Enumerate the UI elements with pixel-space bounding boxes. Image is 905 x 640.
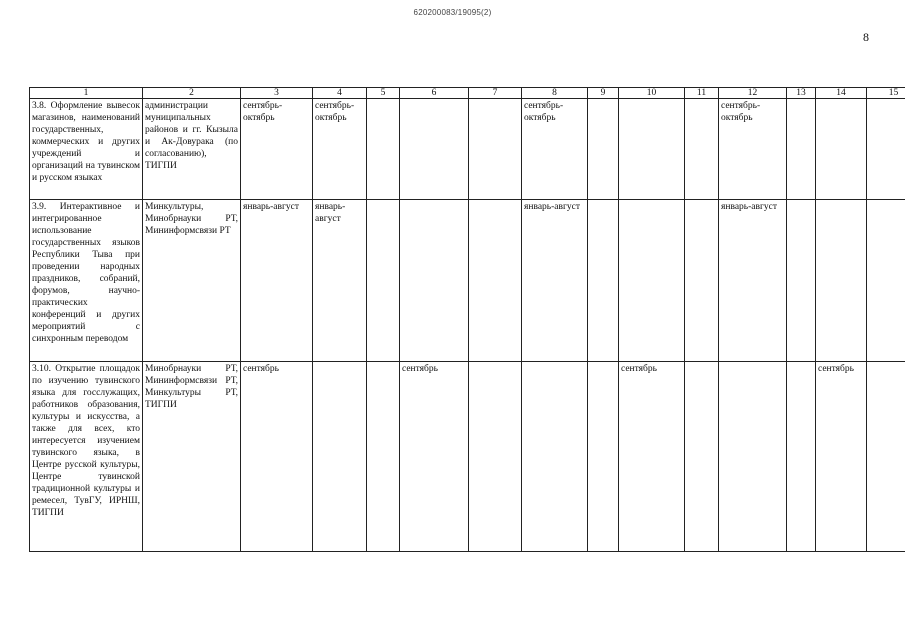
term-cell	[867, 200, 905, 362]
term-cell	[685, 99, 719, 200]
term-cell	[367, 362, 400, 552]
column-header: 8	[522, 88, 588, 99]
column-header: 12	[719, 88, 787, 99]
item-executors: Минобрнауки РТ, Мининформсвязи РТ, Минкультуры РТ, ТИГПИ	[143, 362, 241, 552]
term-cell: сентябрь	[400, 362, 469, 552]
table-row	[30, 200, 905, 362]
term-cell: сентябрь	[241, 362, 313, 552]
item-description: 3.10. Открытие площадок по изучению тувинского языка для госслужащих, работников образования, культуры и искусства, а также для всех, кто интересуется изучением тувинского языка, в Центре русской культуры, Центре тувинской традиционной культуры и ремесел, ТувГУ, ИРНШ, ТИГПИ	[30, 362, 143, 552]
term-cell	[469, 200, 522, 362]
term-cell: январь-август	[719, 200, 787, 362]
item-executors: Минкультуры, Минобрнауки РТ, Мининформсвязи РТ	[143, 200, 241, 362]
term-cell: сентябрь	[816, 362, 867, 552]
term-cell	[685, 200, 719, 362]
term-cell: сентябрь-октябрь	[241, 99, 313, 200]
column-number-row	[30, 88, 905, 99]
table-row	[30, 99, 905, 200]
column-header: 14	[816, 88, 867, 99]
term-cell	[367, 99, 400, 200]
plan-table	[29, 87, 905, 552]
term-cell	[522, 362, 588, 552]
term-cell: январь-август	[313, 200, 367, 362]
term-cell	[816, 200, 867, 362]
term-cell	[619, 200, 685, 362]
term-cell	[367, 200, 400, 362]
term-cell	[400, 200, 469, 362]
term-cell	[313, 362, 367, 552]
term-cell	[588, 200, 619, 362]
term-cell	[787, 99, 816, 200]
column-header: 7	[469, 88, 522, 99]
item-executors: администрации муниципальных районов и гг. Кызыла и Ак-Довурака (по согласованию), ТИГПИ	[143, 99, 241, 200]
term-cell	[685, 362, 719, 552]
column-header: 5	[367, 88, 400, 99]
term-cell	[469, 99, 522, 200]
term-cell: сентябрь-октябрь	[719, 99, 787, 200]
term-cell	[787, 362, 816, 552]
column-header: 13	[787, 88, 816, 99]
column-header: 10	[619, 88, 685, 99]
item-description: 3.9. Интерактивное и интегрированное использование государственных языков Республики Тыва при проведении народных праздников, собраний, форумов, научно-практических конференций и других мероприятий с синхронным переводом	[30, 200, 143, 362]
column-header: 3	[241, 88, 313, 99]
term-cell	[469, 362, 522, 552]
term-cell	[787, 200, 816, 362]
document-id: 620200083/19095(2)	[413, 8, 492, 17]
column-header: 11	[685, 88, 719, 99]
term-cell	[588, 99, 619, 200]
term-cell: сентябрь-октябрь	[313, 99, 367, 200]
term-cell: сентябрь	[619, 362, 685, 552]
term-cell: январь-август	[522, 200, 588, 362]
column-header: 9	[588, 88, 619, 99]
table-row	[30, 362, 905, 552]
term-cell	[400, 99, 469, 200]
column-header: 15	[867, 88, 905, 99]
term-cell	[867, 99, 905, 200]
item-description: 3.8. Оформление вывесок магазинов, наименований государственных, коммерческих и других учреждений и организаций на тувинском и русском языках	[30, 99, 143, 200]
column-header: 6	[400, 88, 469, 99]
column-header: 4	[313, 88, 367, 99]
term-cell	[816, 99, 867, 200]
term-cell	[619, 99, 685, 200]
column-header: 2	[143, 88, 241, 99]
page-number: 8	[863, 30, 869, 44]
term-cell	[588, 362, 619, 552]
term-cell: сентябрь-октябрь	[522, 99, 588, 200]
term-cell: январь-август	[241, 200, 313, 362]
column-header: 1	[30, 88, 143, 99]
term-cell	[867, 362, 905, 552]
term-cell	[719, 362, 787, 552]
